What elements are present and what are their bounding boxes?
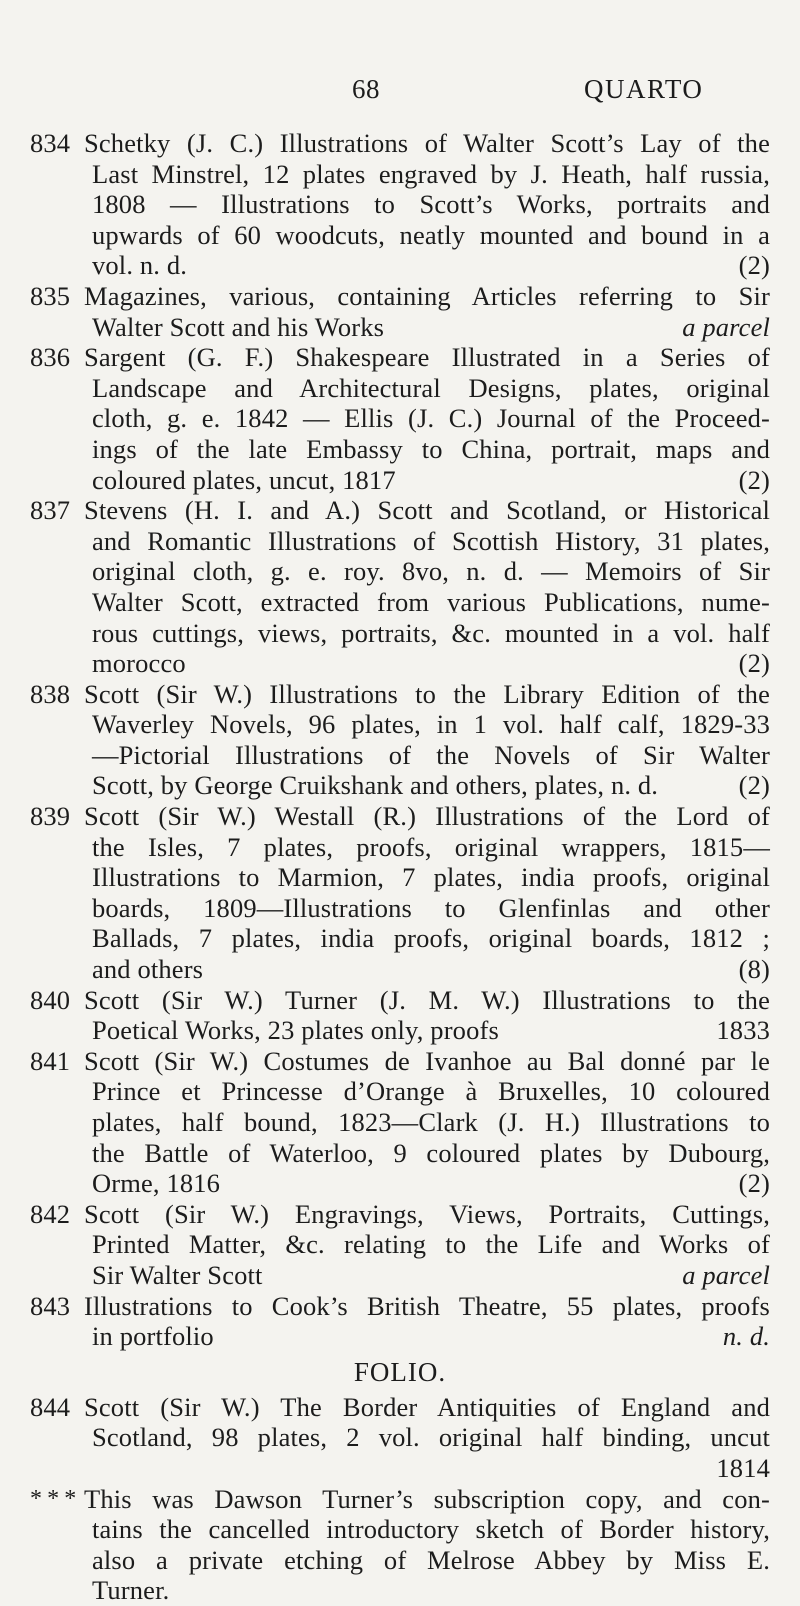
entry-description-end: coloured plates, uncut, 1817 [92, 464, 396, 495]
lot-number: 839 [30, 801, 71, 832]
catalogue-entry [30, 801, 770, 985]
entry-line: the Isles, 7 plates, proofs, original wrappers, 1815— [92, 831, 770, 862]
lot-number: 841 [30, 1045, 71, 1076]
entry-line: Schetky (J. C.) Illustrations of Walter Scott’s Lay of the [84, 128, 770, 158]
entry-last-line [92, 770, 770, 801]
catalogue-entry [30, 281, 770, 342]
entry-quantity: (2) [738, 770, 770, 801]
entry-line: Scott (Sir W.) Illustrations to the Library Edition of the [84, 678, 770, 709]
catalogue-entry [30, 1046, 770, 1199]
entry-line: Scott (Sir W.) Turner (J. M. W.) Illustrations to the [84, 984, 770, 1015]
entry-last-line [92, 1260, 770, 1291]
entry-line: Stevens (H. I. and A.) Scott and Scotland, or Historical [84, 495, 770, 526]
entry-description-end: in portfolio [92, 1321, 214, 1352]
entry-quantity: a parcel [682, 1259, 770, 1290]
folio-section-heading: FOLIO. [353, 1356, 447, 1387]
entry-line: Illustrations to Marmion, 7 plates, india proofs, original [92, 862, 770, 893]
lot-number: 842 [30, 1198, 71, 1229]
entry-description-end: and others [92, 954, 204, 985]
entry-line: boards, 1809—Illustrations to Glenfinlas and other [92, 892, 770, 923]
entry-line: Ballads, 7 plates, india proofs, original boards, 1812 ; [92, 923, 770, 954]
entry-description-end: morocco [92, 648, 186, 679]
provenance-note [30, 1484, 770, 1606]
lot-number: 836 [30, 342, 71, 373]
catalogue-entry [30, 1199, 770, 1291]
catalogue-entry [30, 1291, 770, 1352]
entry-line: original cloth, g. e. roy. 8vo, n. d. — Memoirs of Sir [92, 556, 770, 587]
entry-line: Walter Scott, extracted from various Publications, nume- [92, 586, 770, 617]
entry-last-line [92, 954, 770, 985]
section-heading: QUARTO [584, 74, 704, 104]
page-number: 68 [352, 74, 380, 104]
entry-quantity: (2) [738, 464, 770, 495]
entry-line: Scott (Sir W.) Costumes de Ivanhoe au Bal donné par le [84, 1045, 770, 1076]
entry-line: Landscape and Architectural Designs, plates, original [92, 372, 770, 403]
entry-line: Prince et Princesse d’Orange à Bruxelles, 10 coloured [92, 1076, 770, 1107]
catalogue-entry [30, 1392, 770, 1484]
catalogue-entry [30, 495, 770, 679]
entry-line: 1808 — Illustrations to Scott’s Works, portraits and [92, 189, 770, 220]
entry-description-end: Scott, by George Cruikshank and others, plates, n. d. [92, 770, 659, 801]
entry-last-line [92, 648, 770, 679]
entry-last-line [92, 1321, 770, 1352]
entry-line: and Romantic Illustrations of Scottish History, 31 plates, [92, 525, 770, 556]
entry-line: Scott (Sir W.) Engravings, Views, Portraits, Cuttings, [84, 1198, 770, 1229]
catalogue-entry [30, 128, 770, 281]
note-line: tains the cancelled introductory sketch of Border history, [92, 1514, 770, 1545]
entry-last-line [92, 1168, 770, 1199]
note-line: also a private etching of Melrose Abbey by Miss E. [92, 1544, 770, 1575]
entry-line: plates, half bound, 1823—Clark (J. H.) Illustrations to [92, 1107, 770, 1137]
entry-quantity: (2) [738, 1168, 770, 1199]
entry-line: Illustrations to Cook’s British Theatre, 55 plates, proofs [84, 1290, 770, 1321]
lot-number: 837 [30, 495, 71, 526]
entry-description-end: Walter Scott and his Works [92, 311, 385, 342]
entry-line: Scott (Sir W.) Westall (R.) Illustrations of the Lord of [84, 801, 770, 832]
note-last-line: Turner. [92, 1575, 170, 1606]
entry-last-line [92, 312, 770, 343]
entry-quantity: (2) [738, 648, 770, 679]
entry-line: Printed Matter, &c. relating to the Life and Works of [92, 1229, 770, 1260]
entry-description-end: vol. n. d. [92, 250, 187, 281]
catalogue-entry [30, 985, 770, 1046]
asterism-mark: * * * [30, 1485, 77, 1512]
entry-line: Magazines, various, containing Articles referring to Sir [84, 280, 770, 311]
lot-number: 835 [30, 280, 71, 311]
entry-line: Last Minstrel, 12 plates engraved by J. Heath, half russia, [92, 158, 770, 189]
entry-line: —Pictorial Illustrations of the Novels of Sir Walter [92, 739, 770, 770]
entry-description-end: Poetical Works, 23 plates only, proofs [92, 1015, 499, 1046]
lot-number: 840 [30, 984, 71, 1015]
catalogue-entry [30, 679, 770, 801]
entry-quantity: (8) [738, 954, 770, 985]
entry-quantity: a parcel [682, 311, 770, 342]
entry-line: Scotland, 98 plates, 2 vol. original half binding, uncut [92, 1422, 770, 1453]
entry-line: cloth, g. e. 1842 — Ellis (J. C.) Journal of the Proceed- [92, 403, 770, 434]
entry-line: upwards of 60 woodcuts, neatly mounted and bound in a [92, 219, 770, 250]
entry-line: rous cuttings, views, portraits, &c. mounted in a vol. half [92, 617, 770, 648]
entry-line: Sargent (G. F.) Shakespeare Illustrated in a Series of [84, 342, 770, 373]
lot-number: 843 [30, 1290, 71, 1321]
entry-description-end: Orme, 1816 [92, 1168, 221, 1199]
lot-number: 834 [30, 128, 71, 158]
entry-line: Scott (Sir W.) The Border Antiquities of England and [84, 1391, 770, 1422]
catalogue-entries [30, 128, 770, 1606]
lot-number: 844 [30, 1391, 71, 1422]
catalogue-entry [30, 342, 770, 495]
note-line: This was Dawson Turner’s subscription copy, and con- [84, 1483, 770, 1514]
entry-quantity: n. d. [722, 1321, 770, 1352]
entry-quantity: (2) [738, 250, 770, 281]
entry-last-line [92, 250, 770, 281]
entry-line: ings of the late Embassy to China, portrait, maps and [92, 433, 770, 464]
entry-line: the Battle of Waterloo, 9 coloured plates by Dubourg, [92, 1137, 770, 1168]
running-head [0, 74, 800, 114]
entry-last-line [92, 465, 770, 496]
entry-last-line [92, 1453, 770, 1484]
entry-description-end: Sir Walter Scott [92, 1259, 263, 1290]
entry-line: Waverley Novels, 96 plates, in 1 vol. half calf, 1829-33 [92, 709, 770, 740]
entry-quantity: 1833 [716, 1015, 770, 1046]
entry-quantity: 1814 [716, 1452, 770, 1483]
entry-last-line [92, 1015, 770, 1046]
lot-number: 838 [30, 678, 71, 709]
